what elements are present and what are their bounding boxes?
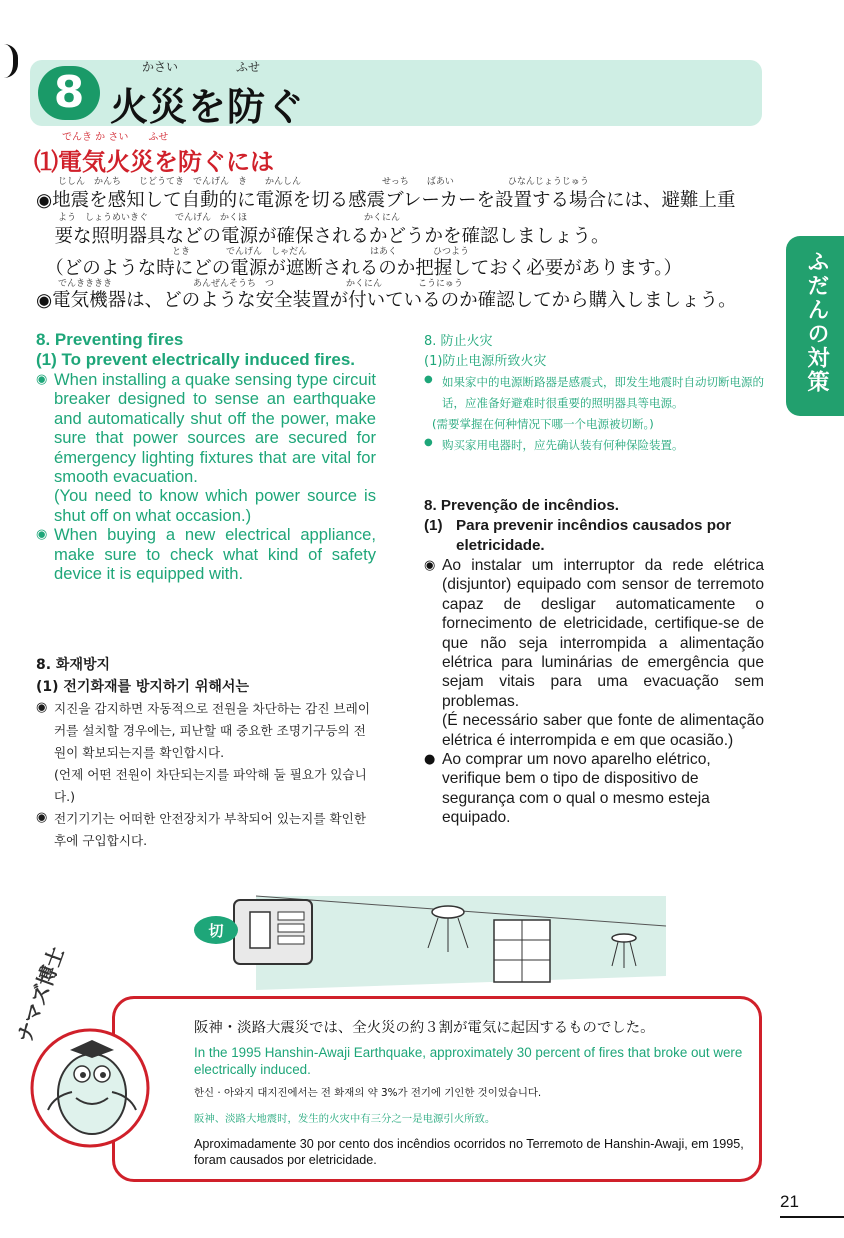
ko-note: (언제 어떤 전원이 차단되는지를 파악해 둘 필요가 있습니다.) (54, 767, 367, 804)
bullet-icon: ● (424, 374, 433, 385)
note-japanese: 阪神・淡路大震災では、全火災の約３割が電気に起因するものでした。 (194, 1020, 655, 1036)
ceiling-light-2 (612, 934, 636, 942)
en-bullet-2 (36, 525, 376, 583)
pt-heading: 8. Prevenção de incêndios. (424, 497, 619, 514)
pt-bullet-2 (424, 750, 764, 828)
note-portuguese: Aproximadamente 30 por cento dos incêndios ocorridos no Terremoto de Hanshin-Awaji, em 1995, foram causados por eletricidade. (194, 1137, 744, 1167)
jp-ruby-line: でんきききき あんぜんそうち つ かくにん こうにゅう (58, 279, 463, 289)
breaker-row (278, 924, 304, 932)
page-edge-mark (4, 44, 18, 78)
breaker-row (278, 912, 304, 920)
zh-note: (需要掌握在何种情况下哪一个电源被切断。) (432, 417, 654, 431)
bullet-icon: ● (424, 752, 436, 768)
zh-subheading: (1)防止电源所致火灾 (424, 354, 547, 369)
ko-paragraph: 전기기기는 어떠한 안전장치가 부착되어 있는지를 확인한 후에 구입합시다. (54, 811, 366, 848)
bullet-icon: ◉ (36, 372, 48, 387)
jp-ruby-line: よう しょうめいきぐ でんげん かくほ かくにん (58, 213, 401, 223)
zh-paragraph: 如果家中的电源断路器是感震式，即发生地震时自动切断电源的话，应准备好避难时很重要的照明器具等电源。 (442, 375, 764, 410)
zh-paragraph: 购买家用电器时，应先确认装有何种保险装置。 (442, 438, 684, 452)
section-number: 8 (38, 66, 100, 120)
jp-ruby-line: とき でんげん しゃだん はあく ひつよう (172, 247, 470, 257)
en-paragraph: When buying a new electrical appliance, make sure to check what kind of safety device it is equipped with. (54, 525, 376, 584)
ko-bullet-2 (36, 808, 376, 852)
side-tab-label: ふだんの対策 (804, 250, 829, 394)
pt-subheading-number: (1) (424, 517, 443, 534)
ko-bullet-1 (36, 698, 376, 764)
catfish-doctor-mascot (4, 943, 154, 1160)
title-ruby-2: ふせ (236, 60, 261, 74)
room-illustration (196, 886, 666, 990)
breaker-row (278, 936, 304, 944)
en-bullet-1 (36, 370, 376, 486)
jp-ruby-line: じしん かんち じどうてき でんげん き かんしん せっち ばあい ひなんじょうじゅう (58, 177, 589, 187)
korean-column (36, 654, 376, 852)
zh-bullet-1 (424, 372, 774, 414)
en-subheading: (1) To prevent electrically induced fires. (36, 350, 356, 369)
note-english: In the 1995 Hanshin-Awaji Earthquake, approximately 30 percent of fires that broke out were electrically induced. (194, 1045, 743, 1077)
page-number: 21 (780, 1192, 799, 1211)
chinese-column (424, 332, 774, 456)
ko-heading: 8. 화재방지 (36, 657, 111, 673)
portuguese-column (424, 496, 764, 828)
en-paragraph: When installing a quake sensing type circuit breaker designed to sense an earthquake and automatically shut off the power, make sure that power sources are secured for émergency lighting fixtures that are vital for smooth evacuation. (54, 370, 376, 487)
pt-note: (É necessário saber que fonte de alimentação elétrica é interrompida e em que ocasião.) (442, 712, 764, 749)
pt-paragraph: Ao comprar um novo aparelho elétrico, verifique bem o tipo de dispositivo de segurança com o qual o mesmo esteja equipado. (442, 751, 711, 827)
page-number-rule (780, 1216, 844, 1218)
mascot-pupil (100, 1072, 106, 1078)
pt-bullet-1 (424, 556, 764, 711)
jp-text-line: （どのような時にどの電源が遮断されるのか把握しておく必要があります。） (36, 258, 683, 279)
page-title: 火災を防ぐ (110, 85, 306, 129)
pt-subheading-row (424, 516, 764, 556)
mascot-name: ナマズ博士 (12, 943, 69, 1046)
ko-paragraph: 지진을 감지하면 자동적으로 전원을 차단하는 감진 브레이커를 설치할 경우에는, 피난할 때 중요한 조명기구등의 전원이 확보되는지를 확인합시다. (54, 701, 370, 760)
switch-label: 切 (208, 922, 224, 940)
bullet-icon: ◉ (36, 527, 48, 543)
bullet-icon: ◉ (424, 558, 436, 573)
breaker-switch (250, 912, 270, 948)
en-note: (You need to know which power source is shut off on what occasion.) (54, 486, 376, 525)
bullet-icon: ● (424, 437, 433, 448)
pt-subheading: Para prevenir incêndios causados por eletricidade. (456, 517, 732, 554)
note-chinese: 阪神、淡路大地震时，发生的火灾中有三分之一是电源引火所致。 (194, 1113, 496, 1125)
english-column (36, 330, 376, 583)
bullet-icon: ◉ (36, 810, 48, 825)
title-ruby-1: かさい (142, 60, 179, 74)
zh-heading: 8. 防止火灾 (424, 334, 493, 349)
jp-text-line: 要な照明器具などの電源が確保されるかどうかを確認しましょう。 (36, 226, 610, 247)
en-heading: 8. Preventing fires (36, 330, 184, 349)
note-korean: 한신 · 아와지 대지진에서는 전 화재의 약 3%가 전기에 기인한 것이었습니다. (194, 1087, 542, 1099)
zh-bullet-2 (424, 435, 774, 456)
subtitle-ruby: でんき か さい ふせ (62, 132, 169, 143)
bullet-icon: ◉ (36, 700, 48, 715)
jp-text-line: ◉地震を感知して自動的に電源を切る感震ブレーカーを設置する場合には、避難上重 (36, 190, 736, 211)
jp-text-line: ◉電気機器は、どのような安全装置が付いているのか確認してから購入しましょう。 (36, 290, 737, 311)
pt-paragraph: Ao instalar um interruptor da rede elétrica (disjuntor) equipado com sensor de terremoto capaz de desligar automaticamente o fornecimento de eletricidade, certifique-se de que não seja interrompida a alimentação elétrica para luminárias de emergência que sejam vitais para uma evacuação sem problemas. (442, 557, 764, 710)
mascot-pupil (80, 1072, 86, 1078)
jp-subtitle: ⑴電気火災を防ぐには (34, 148, 274, 176)
ko-subheading: (1) 전기화재를 방지하기 위해서는 (36, 679, 249, 695)
ceiling-light (432, 906, 464, 918)
